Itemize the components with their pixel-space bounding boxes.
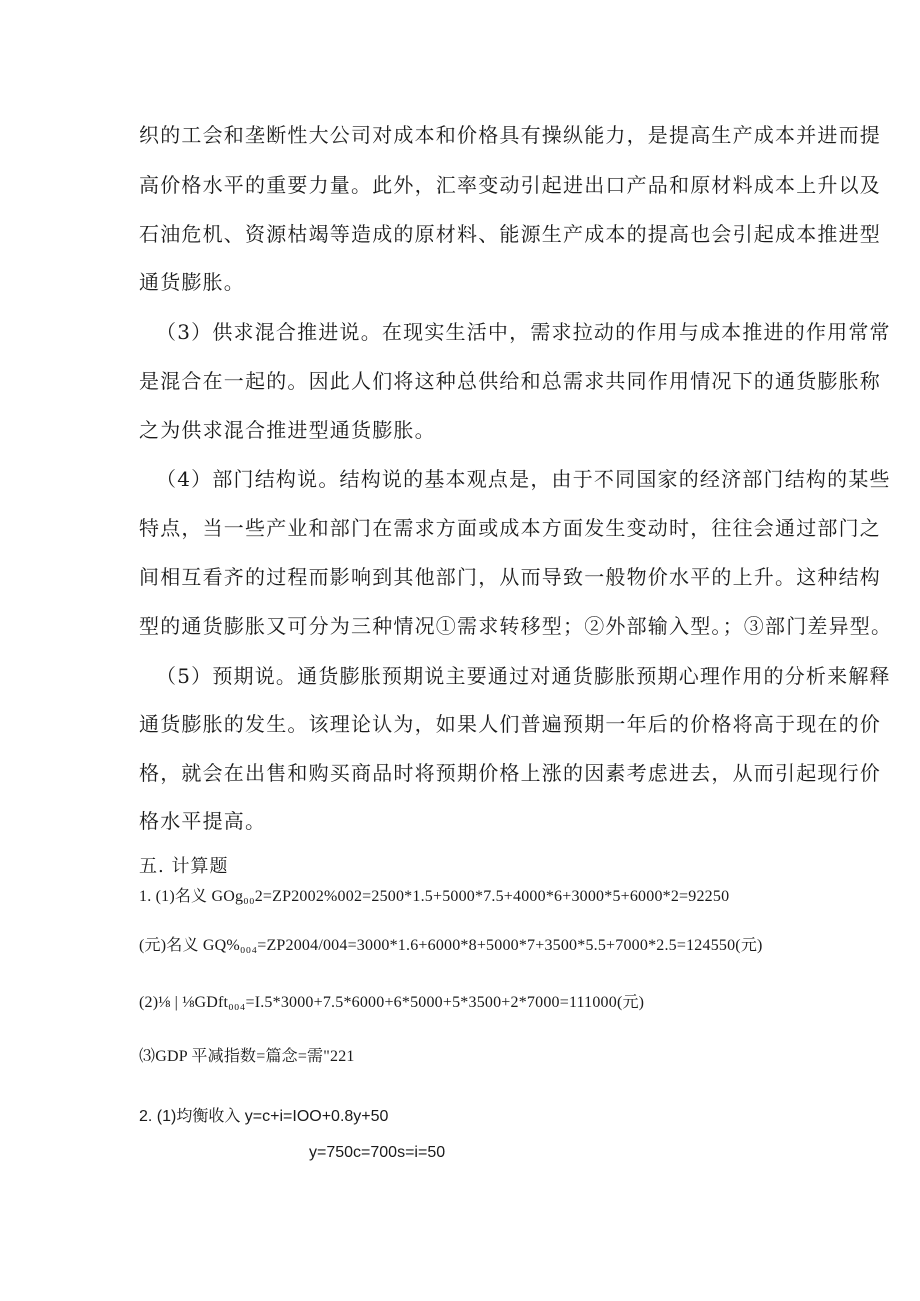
calc-line: (2)⅛ | ⅛GDft₀₀₄=I.5*3000+7.5*6000+6*5000+5*3500+2*7000=111000(元) (139, 994, 645, 1011)
calc-line: (元)名义 GQ%₀₀₄=ZP2004/004=3000*1.6+6000*8+5000*7+3500*5.5+7000*2.5=124550(元) (139, 937, 763, 954)
paragraph-line: 是混合在一起的。因此人们将这种总供给和总需求共同作用情况下的通货膨胀称 (139, 369, 881, 393)
paragraph-line: 格，就会在出售和购买商品时将预期价格上涨的因素考虑进去，从而引起现行价 (139, 761, 881, 785)
paragraph-line: （3）供求混合推进说。在现实生活中，需求拉动的作用与成本推进的作用常常 (156, 320, 891, 344)
calc-line: 2. (1)均衡收入 y=c+i=IOO+0.8y+50 (139, 1108, 389, 1125)
calc-line: y=750c=700s=i=50 (309, 1144, 446, 1161)
calc-line: 1. (1)名义 GOg₀₀2=ZP2002%002=2500*1.5+5000*7.5+4000*6+3000*5+6000*2=92250 (139, 888, 730, 905)
paragraph-line: 特点，当一些产业和部门在需求方面或成本方面发生变动时，往往会通过部门之 (139, 516, 881, 540)
paragraph-line: 之为供求混合推进型通货膨胀。 (139, 418, 436, 442)
paragraph-line: 格水平提高。 (139, 809, 267, 833)
paragraph-line: 高价格水平的重要力量。此外，汇率变动引起进出口产品和原材料成本上升以及 (139, 173, 881, 197)
calc-line: ⑶GDP 平减指数=篇念=需"221 (139, 1048, 355, 1065)
paragraph-line: （4）部门结构说。结构说的基本观点是，由于不同国家的经济部门结构的某些 (156, 467, 891, 491)
paragraph-line: （5）预期说。通货膨胀预期说主要通过对通货膨胀预期心理作用的分析来解释 (156, 664, 891, 688)
paragraph-line: 织的工会和垄断性大公司对成本和价格具有操纵能力，是提高生产成本并进而提 (139, 123, 881, 147)
paragraph-line: 通货膨胀。 (139, 270, 245, 294)
paragraph-line: 型的通货膨胀又可分为三种情况①需求转移型；②外部输入型。；③部门差异型。 (139, 614, 893, 638)
paragraph-line: 间相互看齐的过程而影响到其他部门，从而导致一般物价水平的上升。这种结构 (139, 565, 881, 589)
paragraph-line: 通货膨胀的发生。该理论认为，如果人们普遍预期一年后的价格将高于现在的价 (139, 712, 881, 736)
paragraph-line: 石油危机、资源枯竭等造成的原材料、能源生产成本的提高也会引起成本推进型 (139, 222, 881, 246)
section-title: 五. 计算题 (139, 856, 229, 877)
